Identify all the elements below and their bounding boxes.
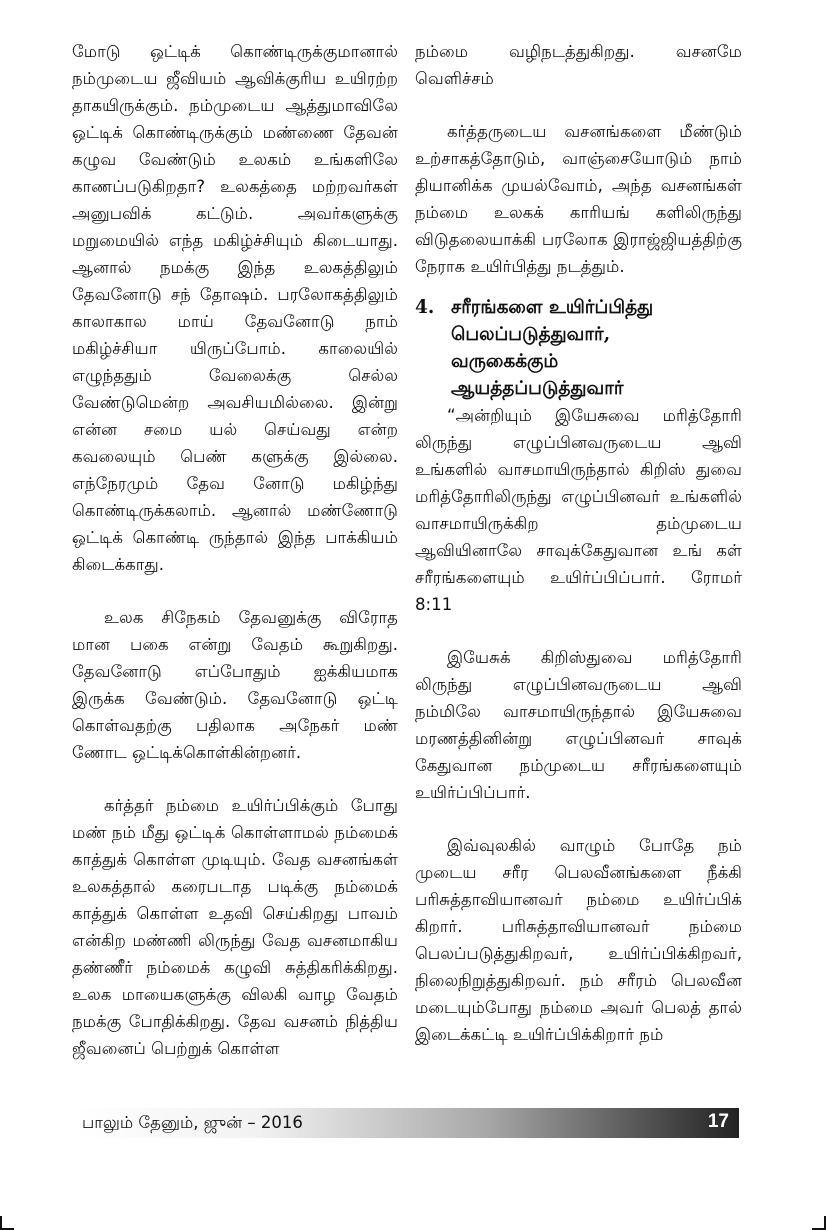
page-footer-bar: [72, 1108, 739, 1138]
footer-magazine-title: பாலும் தேனும், ஜுன் – 2016: [82, 1113, 303, 1132]
body-paragraph: உலக சிநேகம் தேவனுக்கு விரோத மான பகை என்று வேதம் கூறுகிறது. தேவனோடு எப்போதும் ஐக்கியமாக இருக்க வேண்டும். தேவனோடு ஒட்டி கொள்வதற்கு பதிலாக அநேகர் மண் ணோட ஒட்டிக்கொள்கின்றனர்.: [72, 608, 398, 762]
section-heading-line: வருகைக்கும்: [451, 351, 559, 372]
scripture-quote-paragraph: “அன்றியும் இயேசுவை மரித்தோரி லிருந்து எழுப்பினவருடைய ஆவி உங்களில் வாசமாயிருந்தால் கிறிஸ் துவை மரித்தோரிலிருந்து எழுப்பினவர் உங்களில் வாசமாயிருக்கிற தம்முடைய ஆவியினாலே சாவுக்கேதுவான உங் கள் சரீரங்களையும் உயிர்ப்பிப்பார். ரோமர் 8:11: [415, 406, 742, 614]
body-paragraph: மோடு ஒட்டிக் கொண்டிருக்குமானால் நம்முடைய ஜீவியம் ஆவிக்குரிய உயிரற்ற தாகயிருக்கும். நம்முடைய ஆத்துமாவிலே ஒட்டிக் கொண்டிருக்கும் மண்ணை தேவன் கழுவ வேண்டும் உலகம் உங்களிலே காணப்படுகிறதா? உலகத்தை மற்றவர்கள் அனுபவிக் கட்டும். அவர்களுக்கு மறுமையில் எந்த மகிழ்ச்சியும் கிடையாது. ஆனால் நமக்கு இந்த உலகத்திலும் தேவனோடு சந் தோஷம். பரலோகத்திலும் காலாகால மாய் தேவனோடு நாம் மகிழ்ச்சியா யிருப்போம். காலையில் எழுந்ததும் வேலைக்கு செல்ல வேண்டுமென்ற அவசியமில்லை. இன்று என்ன சமை யல் செய்வது என்ற கவலையும் பெண் களுக்கு இல்லை. எந்நேரமும் தேவ னோடு மகிழ்ந்து கொண்டிருக்கலாம். ஆனால் மண்ணோடு ஒட்டிக் கொண்டி ருந்தால் இந்த பாக்கியம் கிடைக்காது.: [72, 42, 398, 574]
section-heading-line: பெலப்படுத்துவார்,: [451, 324, 611, 345]
section-heading: [415, 294, 742, 402]
page-number: 17: [707, 1111, 729, 1132]
right-column: [415, 38, 742, 1048]
left-column: [72, 38, 398, 1062]
section-number: 4.: [415, 297, 435, 318]
body-paragraph: கர்த்தர் நம்மை உயிர்ப்பிக்கும் போது மண் நம் மீது ஒட்டிக் கொள்ளாமல் நம்மைக் காத்துக் கொள்ள முடியும். வேத வசனங்கள் உலகத்தால் கரைபடாத படிக்கு நம்மைக் காத்துக் கொள்ள உதவி செய்கிறது பாவம் என்கிற மண்ணி லிருந்து வேத வசனமாகிய தண்ணீர் நம்மைக் கழுவி சுத்திகரிக்கிறது. உலக மாயைகளுக்கு விலகி வாழ வேதம் நமக்கு போதிக்கிறது. தேவ வசனம் நித்திய ஜீவனைப் பெற்றுக் கொள்ள: [72, 796, 398, 1058]
body-paragraph: நம்மை வழிநடத்துகிறது. வசனமே வெளிச்சம்: [415, 42, 742, 88]
body-paragraph: கர்த்தருடைய வசனங்களை மீண்டும் உற்சாகத்தோடும், வாஞ்சையோடும் நாம் தியானிக்க முயல்வோம், அந்த வசனங்கள் நம்மை உலகக் காரியங் களிலிருந்து விடுதலையாக்கி பரலோக இராஜ்ஜியத்திற்கு நேராக உயிர்பித்து நடத்தும்.: [415, 122, 742, 276]
section-heading-line: ஆயத்தப்படுத்துவார்: [451, 378, 624, 399]
section-heading-line: சரீரங்களை உயிர்ப்பித்து: [451, 297, 654, 318]
body-paragraph: இயேசுக் கிறிஸ்துவை மரித்தோரி லிருந்து எழுப்பினவருடைய ஆவி நம்மிலே வாசமாயிருந்தால் இயேசுவை மரணத்தினின்று எழுப்பினவர் சாவுக் கேதுவான நம்முடைய சரீரங்களையும் உயிர்ப்பிப்பார்.: [415, 648, 742, 802]
body-paragraph: இவ்வுலகில் வாழும் போதே நம் முடைய சரீர பெலவீனங்களை நீக்கி பரிசுத்தாவியானவர் நம்மை உயிர்ப்பிக் கிறார். பரிசுத்தாவியானவர் நம்மை பெலப்படுத்துகிறவர், உயிர்ப்பிக்கிறவர், நிலைநிறுத்துகிறவர். நம் சரீரம் பெலவீன மடையும்போது நம்மை அவர் பெலத் தால் இடைக்கட்டி உயிர்ப்பிக்கிறார் நம்: [415, 836, 742, 1044]
